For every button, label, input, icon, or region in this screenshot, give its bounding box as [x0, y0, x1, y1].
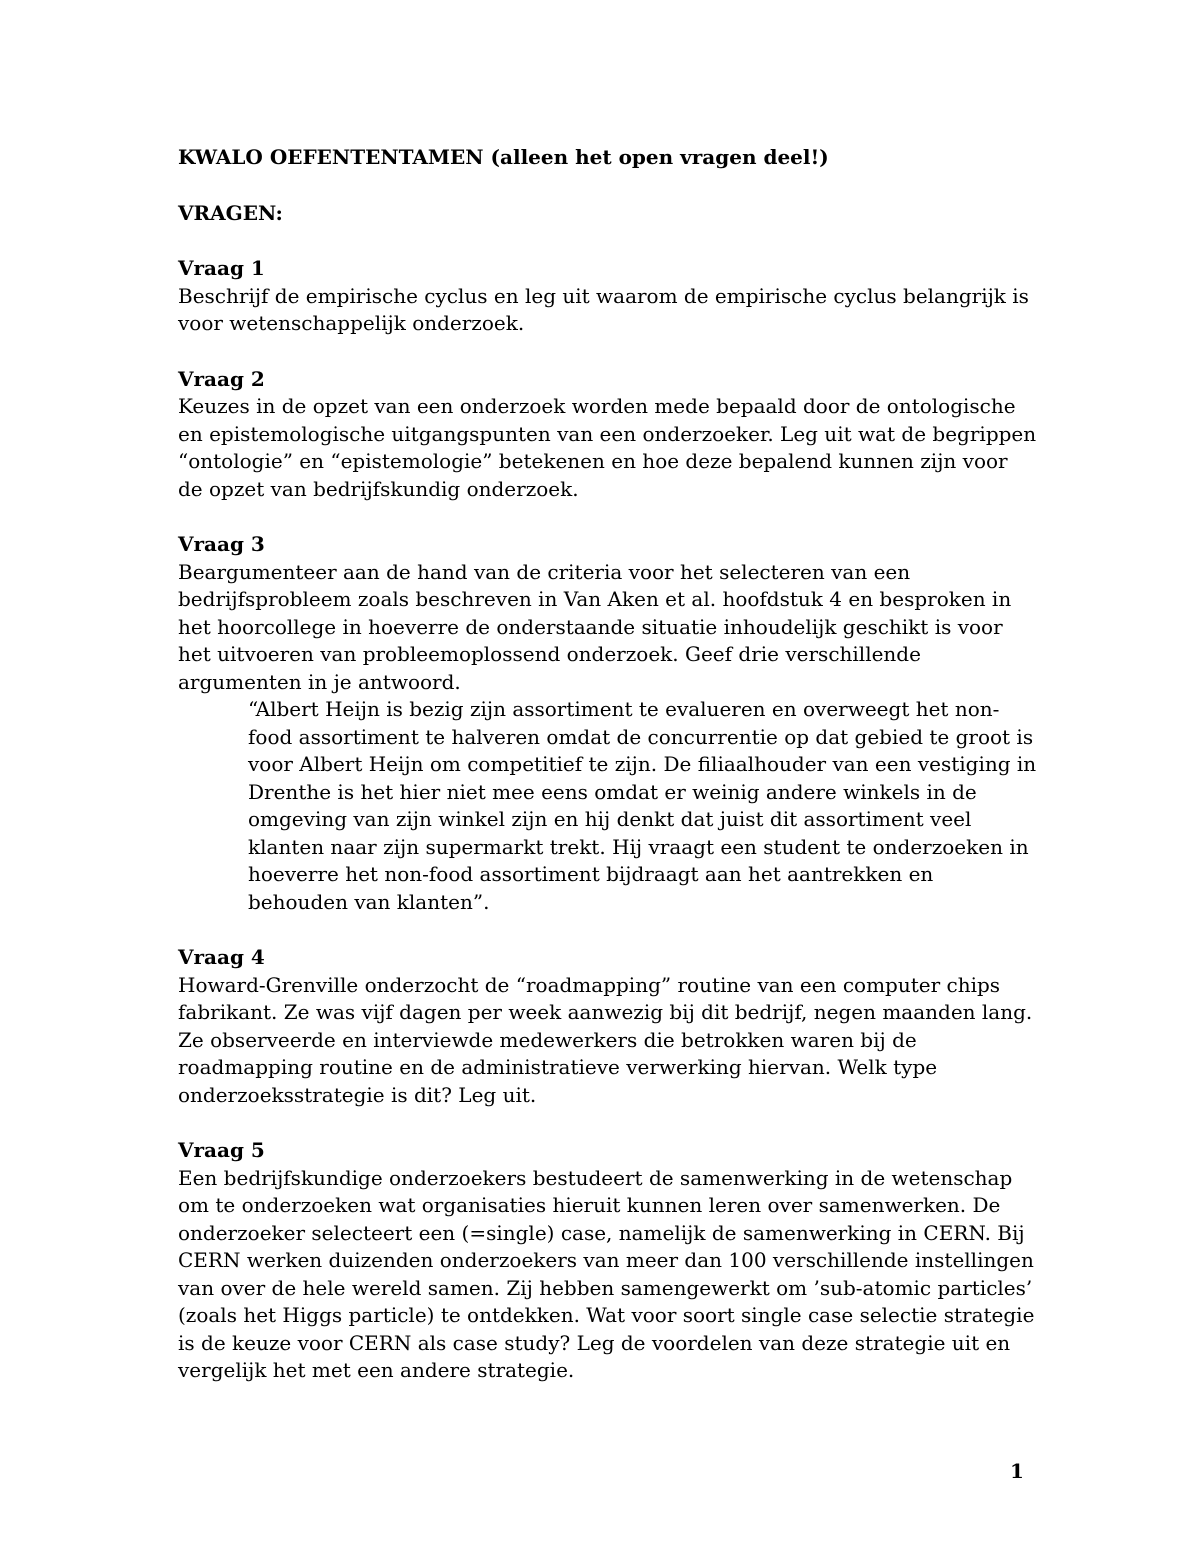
question-title: Vraag 2	[178, 366, 265, 391]
question-text: Beargumenteer aan de hand van de criteria voor het selecteren van een bedrijfsprobleem zoals beschreven in Van Aken et al. hoofdstuk 4 en besproken in het hoorcollege in hoeverre de onderstaande situatie inhoudelijk geschikt is voor het uitvoeren van probleemoplossend onderzoek. Geef drie verschillende argumenten in je antwoord.	[178, 559, 1012, 694]
question-text: Keuzes in de opzet van een onderzoek worden mede bepaald door de ontologische en epistemologische uitgangspunten van een onderzoeker. Leg uit wat de begrippen “ontologie” en “epistemologie” betekenen en hoe deze bepalend kunnen zijn voor de opzet van bedrijfskundig onderzoek.	[178, 394, 1037, 501]
case-quote: “Albert Heijn is bezig zijn assortiment te evalueren en overweegt het non-food assortiment te halveren omdat de concurrentie op dat gebied te groot is voor Albert Heijn om competitief te zijn. De filiaalhouder van een vestiging in Drenthe is het hier niet mee eens omdat er weinig andere winkels in de omgeving van zijn winkel zijn en hij denkt dat juist dit assortiment veel klanten naar zijn supermarkt trekt. Hij vraagt een student te onderzoeken in hoeverre het non-food assortiment bijdraagt aan het aantrekken en behouden van klanten”.	[248, 697, 1037, 914]
question-text: Beschrijf de empirische cyclus en leg uit waarom de empirische cyclus belangrijk is voor wetenschappelijk onderzoek.	[178, 283, 1029, 335]
question-3	[178, 531, 1038, 916]
question-title: Vraag 1	[178, 256, 265, 280]
document-title: KWALO OEFENTENTAMEN (alleen het open vragen deel!)	[178, 145, 829, 169]
question-2	[178, 366, 1038, 504]
section-heading: VRAGEN:	[178, 200, 283, 225]
question-1	[178, 255, 1038, 338]
page-number: 1	[1010, 1459, 1024, 1483]
question-title: Vraag 4	[178, 945, 265, 969]
question-title: Vraag 5	[178, 1138, 265, 1162]
question-title: Vraag 3	[178, 532, 265, 556]
document-content	[178, 144, 1038, 1385]
question-5	[178, 1137, 1038, 1385]
question-text: Een bedrijfskundige onderzoekers bestudeert de samenwerking in de wetenschap om te onderzoeken wat organisaties hieruit kunnen leren over samenwerken. De onderzoeker selecteert een (=single) case, namelijk de samenwerking in CERN. Bij CERN werken duizenden onderzoekers van meer dan 100 verschillende instellingen van over de hele wereld samen. Zij hebben samengewerkt om ’sub-atomic particles’ (zoals het Higgs particle) te ontdekken. Wat voor soort single case selectie strategie is de keuze voor CERN als case study? Leg de voordelen van deze strategie uit en vergelijk het met een andere strategie.	[178, 1165, 1035, 1382]
question-text: Howard-Grenville onderzocht de “roadmapping” routine van een computer chips fabrikant. Ze was vijf dagen per week aanwezig bij dit bedrijf, negen maanden lang. Ze observeerde en interviewde medewerkers die betrokken waren bij de roadmapping routine en de administratieve verwerking hiervan. Welk type onderzoeksstrategie is dit? Leg uit.	[178, 972, 1033, 1107]
question-4	[178, 944, 1038, 1109]
